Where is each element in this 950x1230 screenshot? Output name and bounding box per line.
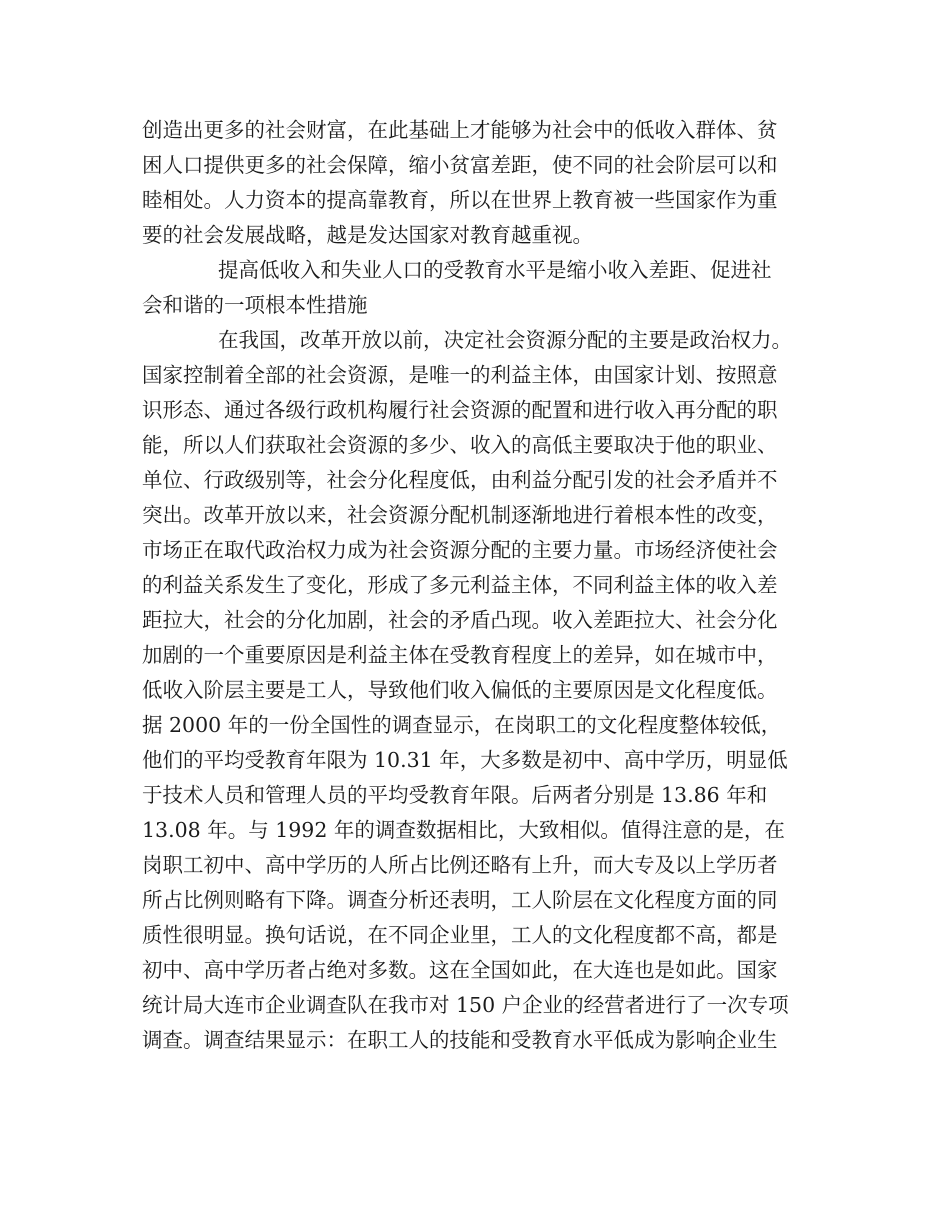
text-line: 困人口提供更多的社会保障，缩小贫富差距，使不同的社会阶层可以和 bbox=[142, 153, 778, 177]
section-heading bbox=[142, 253, 832, 323]
text-line: 突出。改革开放以来，社会资源分配机制逐渐地进行着根本性的改变， bbox=[142, 503, 778, 527]
text-line: 统计局大连市企业调查队在我市对 150 户企业的经营者进行了一次专项 bbox=[142, 993, 789, 1017]
text-line: 国家控制着全部的社会资源，是唯一的利益主体，由国家计划、按照意 bbox=[142, 363, 778, 387]
text-line: 据 2000 年的一份全国性的调查显示，在岗职工的文化程度整体较低， bbox=[142, 713, 782, 737]
text-line: 能，所以人们获取社会资源的多少、收入的高低主要取决于他的职业、 bbox=[142, 433, 778, 457]
text-line: 质性很明显。换句话说，在不同企业里，工人的文化程度都不高，都是 bbox=[142, 923, 778, 947]
text-line: 睦相处。人力资本的提高靠教育，所以在世界上教育被一些国家作为重 bbox=[142, 188, 778, 212]
text-line: 提高低收入和失业人口的受教育水平是缩小收入差距、促进社 bbox=[218, 258, 772, 282]
text-line: 所占比例则略有下降。调查分析还表明，工人阶层在文化程度方面的同 bbox=[142, 888, 778, 912]
paragraph bbox=[142, 113, 832, 253]
text-line: 的利益关系发生了变化，形成了多元利益主体，不同利益主体的收入差 bbox=[142, 573, 778, 597]
text-line: 单位、行政级别等，社会分化程度低，由利益分配引发的社会矛盾并不 bbox=[142, 468, 778, 492]
text-line: 会和谐的一项根本性措施 bbox=[142, 293, 368, 317]
text-line: 在我国，改革开放以前，决定社会资源分配的主要是政治权力。 bbox=[218, 328, 792, 352]
text-line: 识形态、通过各级行政机构履行社会资源的配置和进行收入再分配的职 bbox=[142, 398, 778, 422]
text-line: 调查。调查结果显示：在职工人的技能和受教育水平低成为影响企业生 bbox=[142, 1028, 778, 1052]
document-body bbox=[142, 113, 832, 1058]
text-line: 13.08 年。与 1992 年的调查数据相比，大致相似。值得注意的是，在 bbox=[142, 818, 785, 842]
text-line: 要的社会发展战略，越是发达国家对教育越重视。 bbox=[142, 223, 593, 247]
text-line: 市场正在取代政治权力成为社会资源分配的主要力量。市场经济使社会 bbox=[142, 538, 778, 562]
text-line: 加剧的一个重要原因是利益主体在受教育程度上的差异，如在城市中， bbox=[142, 643, 778, 667]
text-line: 创造出更多的社会财富，在此基础上才能够为社会中的低收入群体、贫 bbox=[142, 118, 778, 142]
text-line: 于技术人员和管理人员的平均受教育年限。后两者分别是 13.86 年和 bbox=[142, 783, 768, 807]
text-line: 距拉大，社会的分化加剧，社会的矛盾凸现。收入差距拉大、社会分化 bbox=[142, 608, 778, 632]
text-line: 低收入阶层主要是工人，导致他们收入偏低的主要原因是文化程度低。 bbox=[142, 678, 778, 702]
paragraph bbox=[142, 323, 832, 1058]
text-line: 他们的平均受教育年限为 10.31 年，大多数是初中、高中学历，明显低 bbox=[142, 748, 788, 772]
text-line: 初中、高中学历者占绝对多数。这在全国如此，在大连也是如此。国家 bbox=[142, 958, 778, 982]
text-line: 岗职工初中、高中学历的人所占比例还略有上升，而大专及以上学历者 bbox=[142, 853, 778, 877]
